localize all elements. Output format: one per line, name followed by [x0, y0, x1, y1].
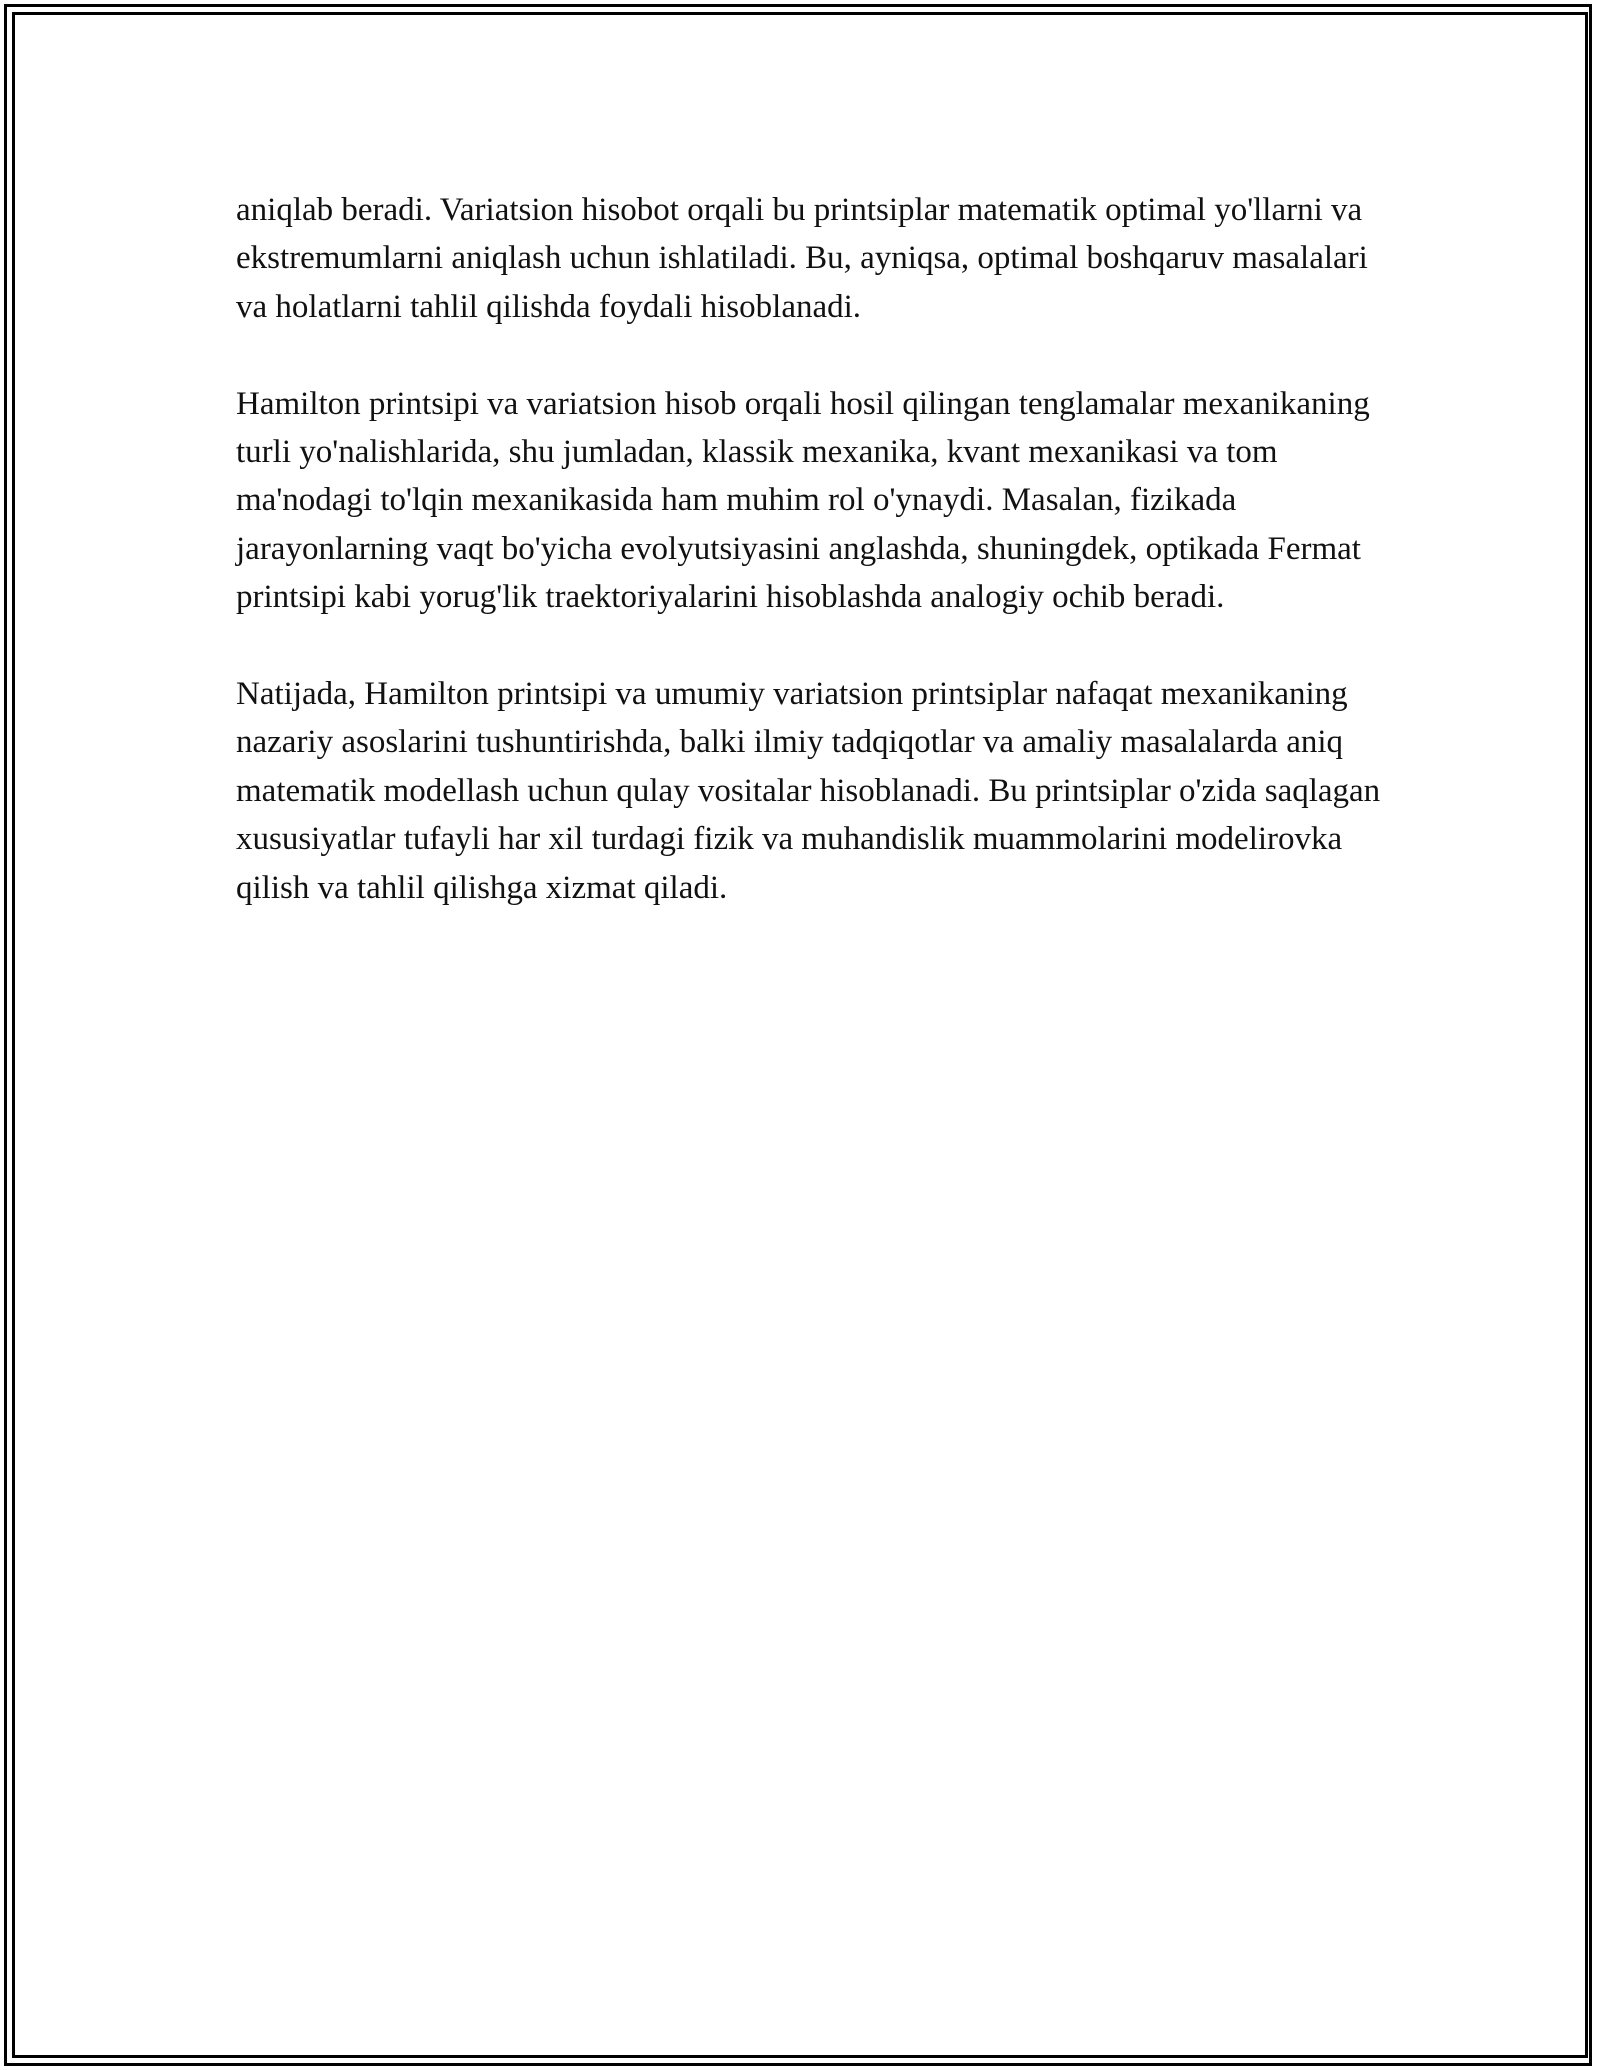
paragraph-3: Natijada, Hamilton printsipi va umumiy variatsion printsiplar nafaqat mexanikaning nazariy asoslarini tushuntirishda, balki ilmiy tadqiqotlar va amaliy masalalarda aniq matematik modellash uchun qulay vositalar hisoblanadi. Bu printsiplar o'zida saqlagan xususiyatlar tufayli har xil turdagi fizik va muhandislik muammolarini modelirovka qilish va tahlil qilishga xizmat qiladi.: [236, 676, 1381, 906]
document-body: [236, 186, 1386, 960]
paragraph-1: aniqlab beradi. Variatsion hisobot orqali bu printsiplar matematik optimal yo'llarni va ekstremumlarni aniqlash uchun ishlatiladi. Bu, ayniqsa, optimal boshqaruv masalalari va holatlarni tahlil qilishda foydali hisoblanadi.: [236, 192, 1368, 325]
paragraph-2: Hamilton printsipi va variatsion hisob orqali hosil qilingan tenglamalar mexanikaning turli yo'nalishlarida, shu jumladan, klassik mexanika, kvant mexanikasi va tom ma'nodagi to'lqin mexanikasida ham muhim rol o'ynaydi. Masalan, fizikada jarayonlarning vaqt bo'yicha evolyutsiyasini anglashda, shuningdek, optikada Fermat printsipi kabi yorug'lik traektoriyalarini hisoblashda analogiy ochib beradi.: [236, 385, 1370, 616]
